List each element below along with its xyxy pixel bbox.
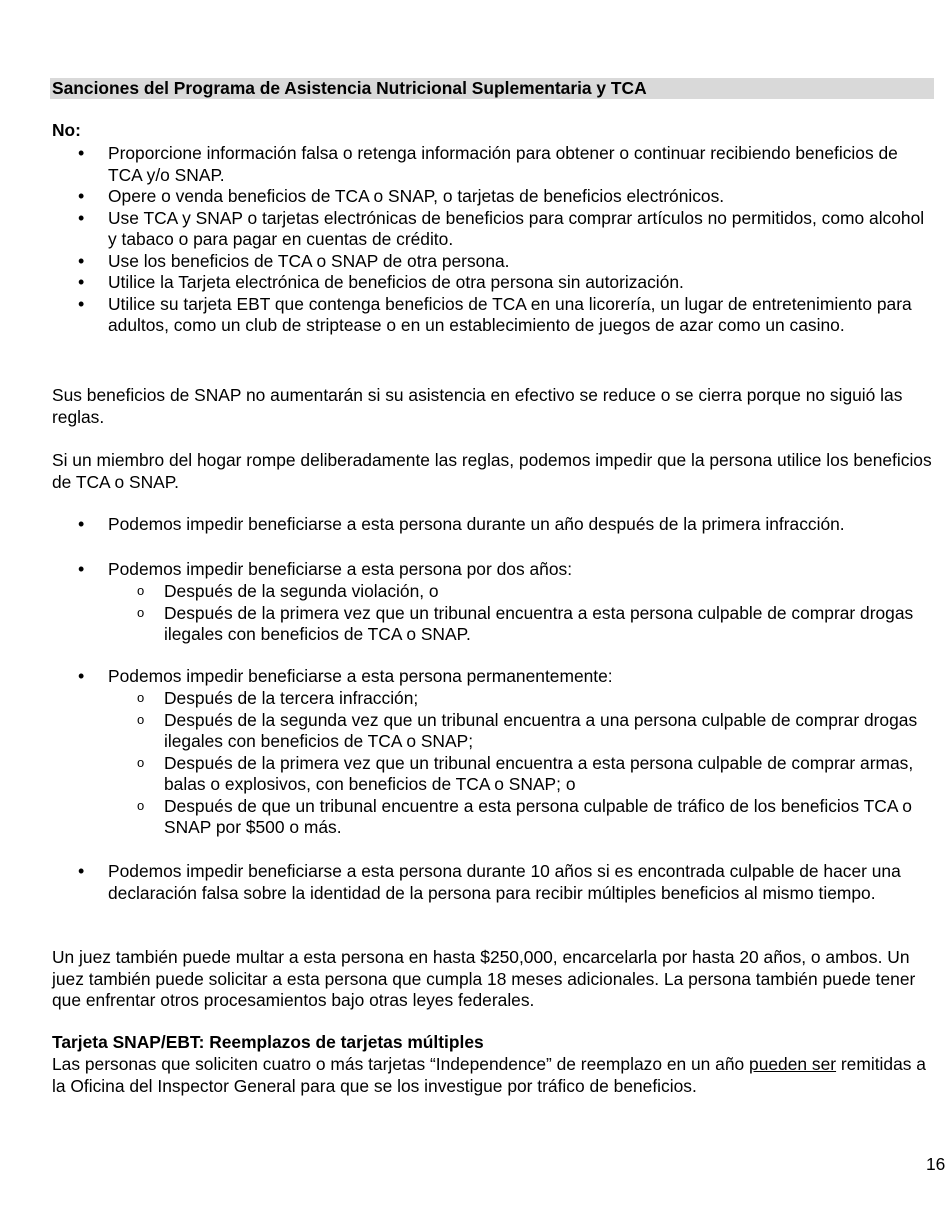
list-item: • Use los beneficios de TCA o SNAP de otra persona. <box>52 251 934 273</box>
list-item: • Proporcione información falsa o retenga información para obtener o continuar recibiendo beneficios de TCA y/o SNAP. <box>52 143 934 186</box>
card-replacement-heading: Tarjeta SNAP/EBT: Reemplazos de tarjetas múltiples <box>52 1032 484 1052</box>
list-item <box>52 559 934 581</box>
page-number: 16 <box>926 1154 946 1174</box>
list-item <box>52 666 934 688</box>
penalty-two-years-list <box>52 559 934 581</box>
household-member-paragraph: Si un miembro del hogar rompe deliberadamente las reglas, podemos impedir que la persona utilice los beneficios de TCA o SNAP. <box>52 450 932 492</box>
penalty-ten-years-list <box>52 861 934 904</box>
penalty-two-years-items-visible <box>52 581 934 646</box>
sub-list-item: o Después de la primera vez que un tribunal encuentra a esta persona culpable de comprar armas, balas o explosivos, con beneficios de TCA o SNAP; o <box>108 753 934 796</box>
snap-no-increase-paragraph: Sus beneficios de SNAP no aumentarán si su asistencia en efectivo se reduce o se cierra porque no siguió las reglas. <box>52 385 903 427</box>
section-heading: Sanciones del Programa de Asistencia Nutricional Suplementaria y TCA <box>50 78 934 99</box>
list-item: • Utilice su tarjeta EBT que contenga beneficios de TCA en una licorería, un lugar de entretenimiento para adultos, como un club de striptease o en un establecimiento de juegos de azar como un casino. <box>52 294 934 337</box>
list-item: • Opere o venda beneficios de TCA o SNAP, o tarjetas de beneficios electrónicos. <box>52 186 934 208</box>
sub-list-item: o Después de que un tribunal encuentre a esta persona culpable de tráfico de los beneficios TCA o SNAP por $500 o más. <box>108 796 934 839</box>
underlined-text: pueden ser <box>749 1054 837 1074</box>
sub-list-item: o Después de la segunda violación, o <box>108 581 934 603</box>
no-label: No: <box>52 120 81 140</box>
penalty-permanent-label: Podemos impedir beneficiarse a esta persona permanentemente: <box>108 666 613 686</box>
sub-list-item: o Después de la primera vez que un tribunal encuentra a esta persona culpable de comprar drogas ilegales con beneficios de TCA o SNAP. <box>108 603 934 646</box>
penalty-permanent-items <box>52 688 934 839</box>
list-item: • Utilice la Tarjeta electrónica de beneficios de otra persona sin autorización. <box>52 272 934 294</box>
list-item: • Use TCA y SNAP o tarjetas electrónicas de beneficios para comprar artículos no permitidos, como alcohol y tabaco o para pagar en cuentas de crédito. <box>52 208 934 251</box>
sub-list-item: o Después de la tercera infracción; <box>108 688 934 710</box>
penalty-two-years-label: Podemos impedir beneficiarse a esta persona por dos años: <box>108 559 573 579</box>
sub-list-item: o Después de la segunda vez que un tribunal encuentra a una persona culpable de comprar drogas ilegales con beneficios de TCA o SNAP; <box>108 710 934 753</box>
document-page <box>52 0 946 1230</box>
card-replacement-paragraph: Las personas que soliciten cuatro o más tarjetas “Independence” de reemplazo en un año pueden ser remitidas a la Oficina del Inspector General para que se los investigue por tráfico de beneficios. <box>52 1054 926 1096</box>
prohibited-actions-list <box>52 143 934 337</box>
penalty-one-year-list <box>52 514 934 536</box>
list-item: • Podemos impedir beneficiarse a esta persona durante un año después de la primera infracción. <box>52 514 934 536</box>
list-item: • Podemos impedir beneficiarse a esta persona durante 10 años si es encontrada culpable de hacer una declaración falsa sobre la identidad de la persona para recibir múltiples beneficios al mismo tiempo. <box>52 861 934 904</box>
penalty-permanent-list <box>52 666 934 688</box>
judge-paragraph: Un juez también puede multar a esta persona en hasta $250,000, encarcelarla por hasta 20 años, o ambos. Un juez también puede solicitar a esta persona que cumpla 18 meses adicionales. La persona también puede tener que enfrentar otros procesamientos bajo otras leyes federales. <box>52 947 916 1010</box>
